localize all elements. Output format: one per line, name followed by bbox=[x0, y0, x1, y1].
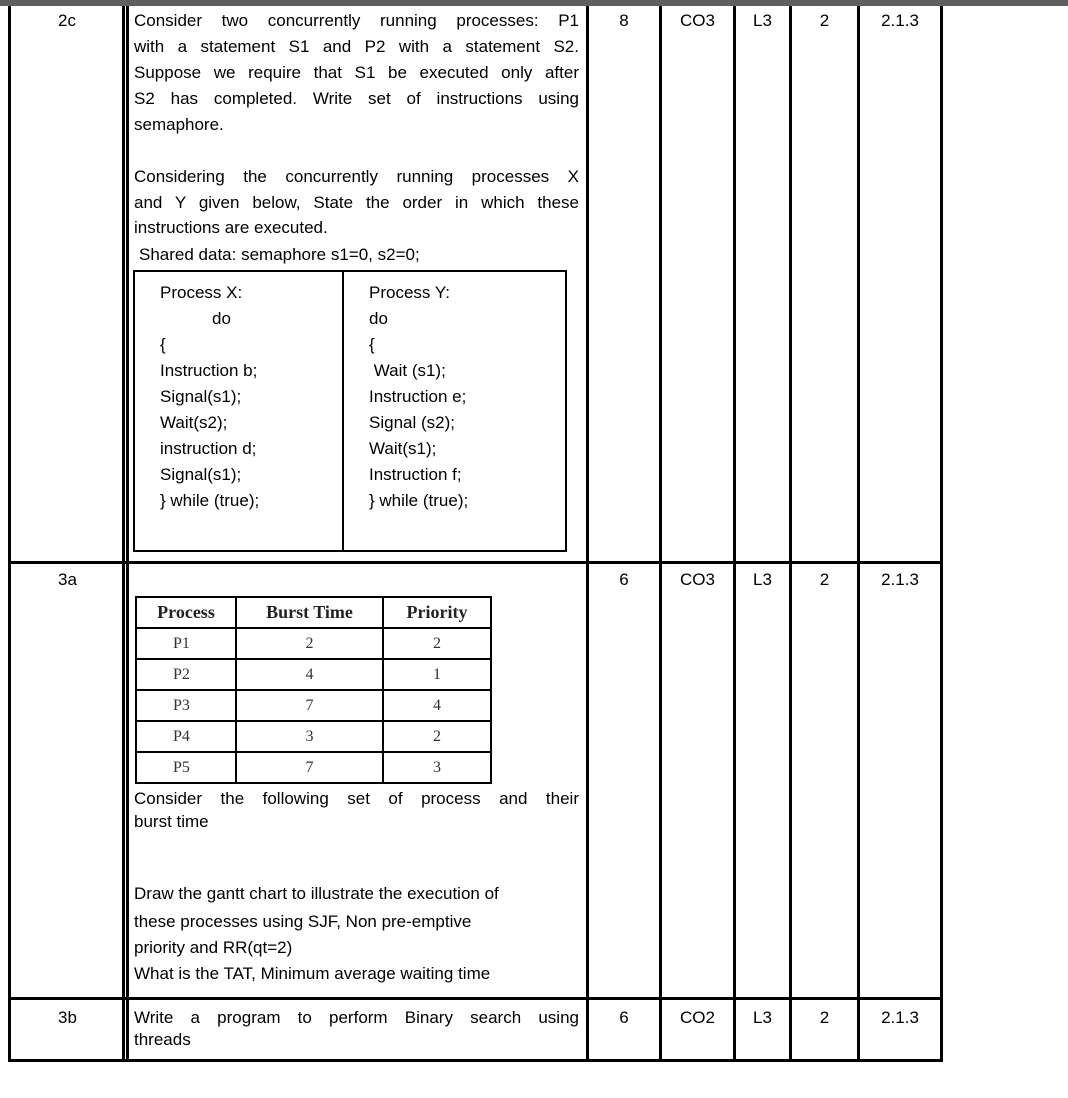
question-text-line: Considering the concurrently running processes X bbox=[134, 167, 579, 186]
question-text-line: Draw the gantt chart to illustrate the execution of bbox=[134, 884, 499, 903]
process-y-line: Wait(s1); bbox=[369, 439, 437, 458]
process-x-line: Wait(s2); bbox=[160, 413, 228, 432]
table-cell: 4 bbox=[383, 690, 491, 721]
table-cell: P5 bbox=[136, 752, 236, 783]
table-cell: 7 bbox=[236, 690, 383, 721]
question-text-line: these processes using SJF, Non pre-emptive bbox=[134, 912, 472, 931]
column-header: Priority bbox=[383, 597, 491, 628]
column-header: Process bbox=[136, 597, 236, 628]
question-text-line: Write a program to perform Binary search using bbox=[134, 1008, 579, 1027]
process-x-title: Process X: bbox=[160, 283, 243, 302]
question-text-line: Suppose we require that S1 be executed only after bbox=[134, 63, 579, 82]
table-cell: 1 bbox=[383, 659, 491, 690]
co-cell: CO2 bbox=[680, 1008, 715, 1027]
table-border bbox=[940, 6, 943, 1062]
process-y-do: do bbox=[369, 309, 388, 328]
table-cell: 4 bbox=[236, 659, 383, 690]
table-cell: P2 bbox=[136, 659, 236, 690]
table-border bbox=[8, 6, 11, 1062]
table-header-row bbox=[136, 597, 491, 628]
marks-cell: 6 bbox=[619, 1008, 629, 1027]
process-y-line: Instruction f; bbox=[369, 465, 462, 484]
marks-cell: 6 bbox=[619, 570, 629, 589]
pi-cell: 2.1.3 bbox=[881, 11, 919, 30]
question-text-line: threads bbox=[134, 1030, 191, 1049]
process-y-line: Wait (s1); bbox=[369, 361, 446, 380]
co-cell: CO3 bbox=[680, 570, 715, 589]
question-text-line: burst time bbox=[134, 812, 209, 831]
process-y-title: Process Y: bbox=[369, 283, 450, 302]
question-text-line: What is the TAT, Minimum average waiting time bbox=[134, 964, 491, 983]
table-border bbox=[586, 6, 589, 1062]
code-box-divider bbox=[342, 272, 344, 550]
question-text-line: Consider the following set of process and their bbox=[134, 789, 579, 808]
marks-cell: 8 bbox=[619, 11, 629, 30]
table-row bbox=[136, 690, 491, 721]
process-y-line: } while (true); bbox=[369, 491, 469, 510]
question-text-line: instructions are executed. bbox=[134, 218, 328, 237]
table-cell: 2 bbox=[383, 721, 491, 752]
process-x-do: do bbox=[212, 309, 231, 328]
process-x-line: { bbox=[160, 335, 166, 354]
question-text-line: semaphore. bbox=[134, 115, 224, 134]
table-cell: 3 bbox=[236, 721, 383, 752]
table-border bbox=[857, 6, 860, 1062]
process-x-line: } while (true); bbox=[160, 491, 260, 510]
question-number: 3b bbox=[58, 1008, 77, 1027]
table-border bbox=[122, 6, 125, 1062]
table-row bbox=[136, 721, 491, 752]
row-divider bbox=[8, 997, 943, 1000]
shared-data-line: Shared data: semaphore s1=0, s2=0; bbox=[139, 245, 420, 264]
process-y-line: { bbox=[369, 335, 375, 354]
question-text-line: and Y given below, State the order in which these bbox=[134, 193, 579, 212]
table-cell: 2 bbox=[236, 628, 383, 659]
table-border bbox=[659, 6, 662, 1062]
question-text-line: priority and RR(qt=2) bbox=[134, 938, 293, 957]
table-border bbox=[126, 6, 129, 1062]
top-toolbar-strip bbox=[0, 0, 1068, 6]
process-x-line: Signal(s1); bbox=[160, 387, 242, 406]
process-y-line: Instruction e; bbox=[369, 387, 467, 406]
pi-cell: 2.1.3 bbox=[881, 570, 919, 589]
table-cell: P3 bbox=[136, 690, 236, 721]
table-row bbox=[136, 752, 491, 783]
table-cell: P1 bbox=[136, 628, 236, 659]
table-row bbox=[136, 628, 491, 659]
po-cell: 2 bbox=[819, 1008, 830, 1027]
level-cell: L3 bbox=[753, 570, 772, 589]
level-cell: L3 bbox=[753, 1008, 772, 1027]
process-y-line: Signal (s2); bbox=[369, 413, 455, 432]
level-cell: L3 bbox=[753, 11, 772, 30]
question-text-line: S2 has completed. Write set of instructions using bbox=[134, 89, 579, 108]
co-cell: CO3 bbox=[680, 11, 715, 30]
table-border bbox=[8, 1059, 943, 1062]
table-cell: 7 bbox=[236, 752, 383, 783]
row-divider bbox=[8, 561, 943, 564]
question-text-line: with a statement S1 and P2 with a statement S2. bbox=[134, 37, 579, 56]
question-text-line: Consider two concurrently running processes: P1 bbox=[134, 11, 579, 30]
table-cell: P4 bbox=[136, 721, 236, 752]
table-border bbox=[789, 6, 792, 1062]
code-box bbox=[133, 270, 567, 552]
question-number: 2c bbox=[58, 11, 76, 30]
table-cell: 3 bbox=[383, 752, 491, 783]
column-header: Burst Time bbox=[236, 597, 383, 628]
pi-cell: 2.1.3 bbox=[881, 1008, 919, 1027]
po-cell: 2 bbox=[819, 11, 830, 30]
question-number: 3a bbox=[58, 570, 77, 589]
table-border bbox=[733, 6, 736, 1062]
process-x-line: Instruction b; bbox=[160, 361, 258, 380]
po-cell: 2 bbox=[819, 570, 830, 589]
table-row bbox=[136, 659, 491, 690]
process-table bbox=[135, 596, 492, 784]
process-x-line: Signal(s1); bbox=[160, 465, 242, 484]
table-cell: 2 bbox=[383, 628, 491, 659]
process-x-line: instruction d; bbox=[160, 439, 257, 458]
